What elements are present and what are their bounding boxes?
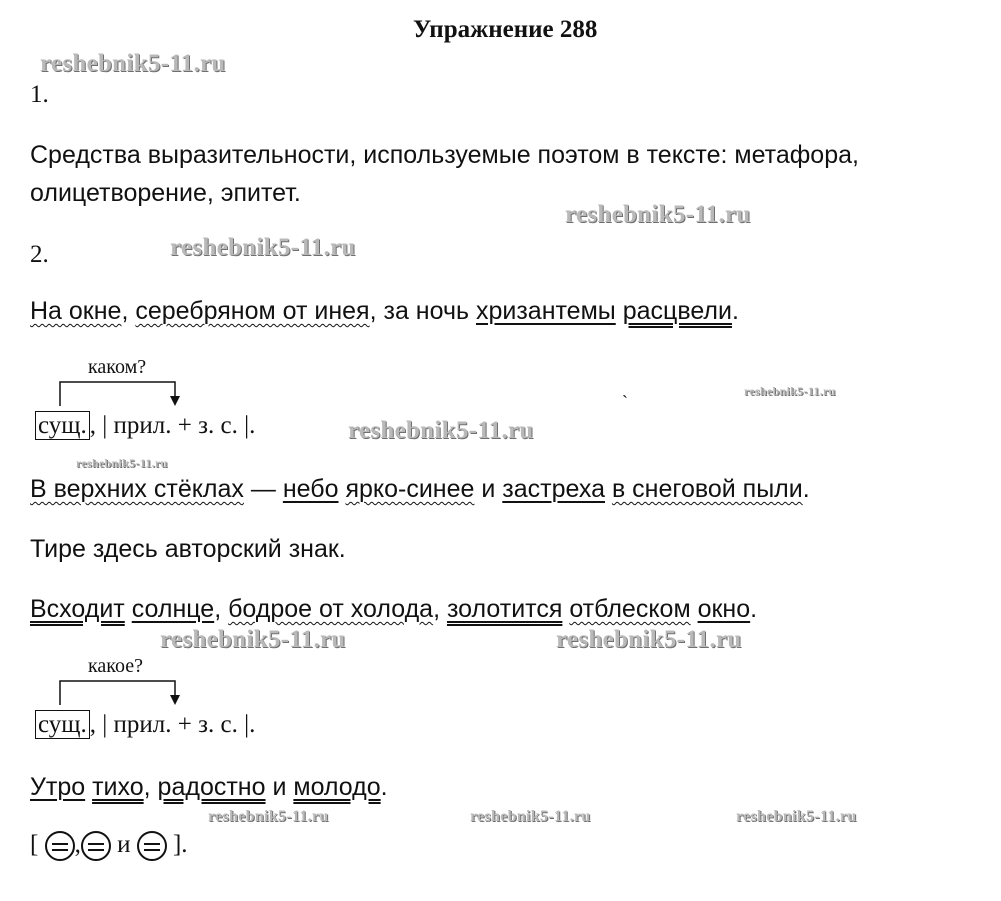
subject: хризантемы bbox=[475, 297, 616, 325]
sentence-3 bbox=[30, 594, 757, 624]
space bbox=[125, 595, 132, 623]
punctuation: . bbox=[802, 475, 810, 503]
adverbial-modifier: На окне bbox=[30, 297, 122, 325]
punctuation: . bbox=[380, 773, 388, 801]
sentence-4 bbox=[30, 772, 388, 802]
predicate-circle-icon bbox=[81, 831, 111, 861]
sentence-2 bbox=[30, 474, 810, 504]
subject: Утро bbox=[30, 773, 86, 801]
predicate: молодо bbox=[293, 773, 381, 801]
paragraph-line-2: олицетворение, эпитет. bbox=[30, 179, 301, 207]
predicate-circle-icon bbox=[137, 831, 167, 861]
scheme-rest: , | прил. + з. с. |. bbox=[89, 711, 256, 738]
adverbial-modifier: отблеском bbox=[569, 595, 691, 623]
watermark: reshebnik5-11.ru bbox=[40, 50, 226, 77]
conjunction: и bbox=[474, 475, 503, 503]
scheme-1 bbox=[35, 412, 255, 440]
watermark: reshebnik5-11.ru bbox=[348, 417, 534, 444]
conjunction: и bbox=[265, 773, 294, 801]
scheme-2 bbox=[35, 711, 255, 739]
scheme-rest: , | прил. + з. с. |. bbox=[89, 412, 256, 439]
section-number-2: 2. bbox=[30, 241, 49, 268]
bracket-open: [ bbox=[30, 831, 39, 858]
subject: застреха bbox=[502, 475, 605, 503]
space bbox=[605, 475, 612, 503]
sentence-1 bbox=[30, 296, 739, 326]
watermark: reshebnik5-11.ru bbox=[744, 384, 836, 398]
subject: небо bbox=[282, 475, 339, 503]
watermark: reshebnik5-11.ru bbox=[470, 808, 591, 825]
punctuation: , bbox=[143, 773, 158, 801]
bracket-close: ]. bbox=[172, 831, 188, 858]
comma: , bbox=[74, 831, 81, 858]
conjunction: и bbox=[110, 831, 137, 858]
watermark: reshebnik5-11.ru bbox=[565, 201, 751, 228]
attribute-phrase: серебряном от инея bbox=[135, 297, 370, 325]
paragraph-line-1: Средства выразительности, используемые поэтом в тексте: метафора, bbox=[30, 141, 859, 169]
predicate: золотится bbox=[446, 595, 563, 623]
predicate: расцвели bbox=[622, 297, 732, 325]
punctuation: , bbox=[214, 595, 229, 623]
watermark: reshebnik5-11.ru bbox=[170, 234, 356, 261]
punctuation: , bbox=[121, 297, 136, 325]
scheme-arrow bbox=[50, 378, 190, 408]
plain-text: , за ночь bbox=[369, 297, 476, 325]
punctuation: , bbox=[433, 595, 447, 623]
space bbox=[616, 297, 623, 325]
subject: окно bbox=[697, 595, 751, 623]
watermark: reshebnik5-11.ru bbox=[76, 456, 168, 470]
section-number-1: 1. bbox=[30, 81, 49, 108]
punctuation: . bbox=[750, 595, 758, 623]
predicate-circle-icon bbox=[45, 831, 75, 861]
space bbox=[691, 595, 698, 623]
watermark: reshebnik5-11.ru bbox=[160, 626, 346, 653]
adverbial-modifier: В верхних стёклах bbox=[30, 475, 244, 503]
noun-box: сущ. bbox=[35, 411, 90, 440]
scheme-3 bbox=[30, 828, 188, 862]
predicate: Всходит bbox=[30, 595, 125, 623]
watermark: reshebnik5-11.ru bbox=[736, 808, 857, 825]
predicate: радостно bbox=[157, 773, 266, 801]
stray-mark: ` bbox=[622, 392, 628, 412]
attribute-phrase: в снеговой пыли bbox=[611, 475, 803, 503]
scheme-question: какое? bbox=[88, 655, 143, 677]
watermark: reshebnik5-11.ru bbox=[208, 808, 329, 825]
attribute: ярко-синее bbox=[345, 475, 475, 503]
scheme-arrow bbox=[50, 677, 190, 707]
note-text: Тире здесь авторский знак. bbox=[30, 535, 346, 563]
page-title: Упражнение 288 bbox=[413, 16, 598, 43]
punctuation: . bbox=[731, 297, 739, 325]
noun-box: сущ. bbox=[35, 710, 90, 739]
watermark: reshebnik5-11.ru bbox=[556, 626, 742, 653]
predicate: тихо bbox=[92, 773, 144, 801]
scheme-question: каком? bbox=[88, 356, 147, 378]
attribute-phrase: бодрое от холода bbox=[228, 595, 434, 623]
subject: солнце bbox=[131, 595, 215, 623]
dash: — bbox=[243, 475, 283, 503]
